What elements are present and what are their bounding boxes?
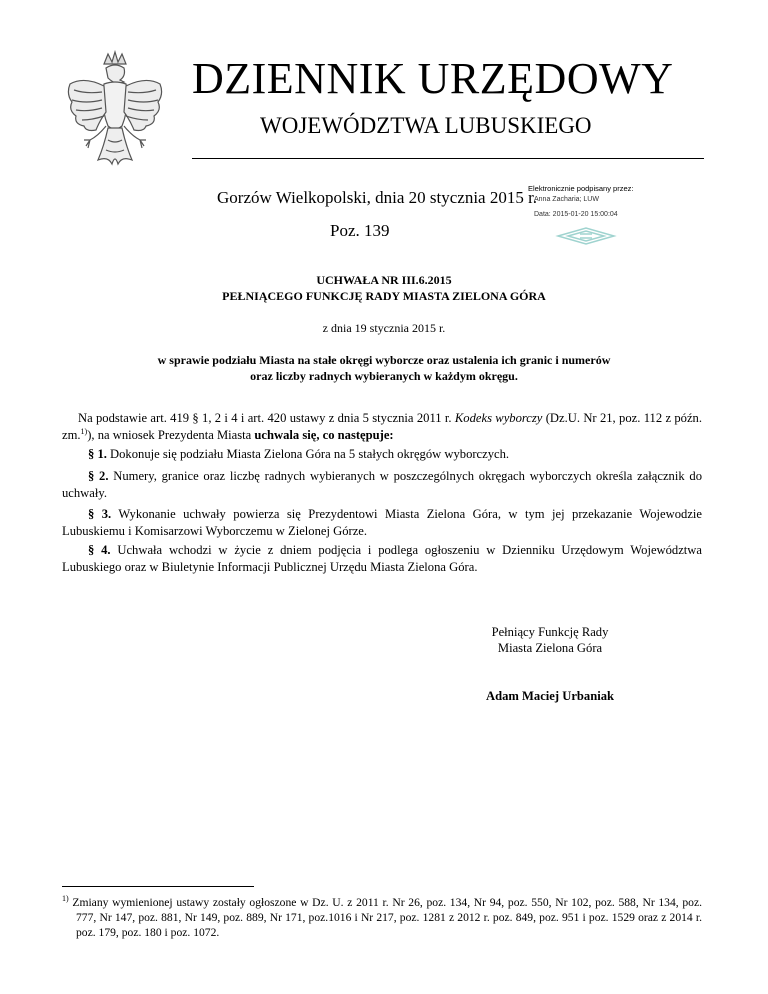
resolution-number: UCHWAŁA NR III.6.2015 (316, 273, 452, 287)
signature-date: Data: 2015-01-20 15:00:04 (534, 211, 618, 218)
journal-subtitle: WOJEWÓDZTWA LUBUSKIEGO (260, 113, 592, 138)
legal-basis-citation: (Dz.U. Nr 21, poz. 112 z późn. zm. (62, 411, 702, 442)
resolution-subject (60, 352, 708, 384)
subject-line-1: w sprawie podziału Miasta na stałe okręgi wyborcze oraz ustalenia ich granic i numerów (157, 353, 611, 367)
header-divider (192, 158, 704, 159)
footnote-text: Zmiany wymienionej ustawy zostały ogłoszone w Dz. U. z 2011 r. Nr 26, poz. 134, Nr 94, poz. 550, Nr 102, poz. 588, Nr 134, poz. 777, Nr 147, poz. 881, Nr 149, poz. 889, Nr 171, poz.1016 i Nr 217, poz. 1281 z 2012 r. poz. 849, poz. 951 i poz. 1529 oraz z 2014 r. poz. 179, poz. 180 i poz. 1072. (68, 896, 702, 939)
section-1-label: § 1. (88, 447, 107, 461)
eagle-emblem-icon (62, 50, 168, 172)
section-2 (62, 468, 702, 501)
section-3-text: Wykonanie uchwały powierza się Prezydentowi Miasta Zielona Góra, w tym jej przekazanie Wojewodzie Lubuskiemu i Komisarzowi Wyborczemu w Zielonej Górze. (62, 507, 702, 538)
resolution-date: z dnia 19 stycznia 2015 r. (322, 321, 446, 335)
section-3-label: § 3. (88, 507, 112, 521)
enactment-clause: uchwala się, co następuje: (254, 427, 394, 442)
electronic-signature-stamp (528, 184, 718, 220)
footnote (62, 895, 702, 940)
resolution-issuer: PEŁNIĄCEGO FUNKCJĘ RADY MIASTA ZIELONA GÓRA (222, 289, 546, 303)
legal-basis-text: Na podstawie art. 419 § 1, 2 i 4 i art. 420 ustawy z dnia 5 stycznia 2011 r. (78, 411, 455, 425)
section-3 (62, 506, 702, 539)
signature-seal-icon (554, 226, 618, 246)
subject-line-2: oraz liczby radnych wybieranych w każdym okręgu. (250, 369, 518, 383)
journal-title: DZIENNIK URZĘDOWY (192, 54, 674, 103)
position-number: Poz. 139 (330, 221, 390, 240)
section-4 (62, 542, 702, 575)
section-2-text: Numery, granice oraz liczbę radnych wybieranych w poszczególnych okręgach wyborczych określa załącznik do uchwały. (62, 469, 702, 500)
footnote-marker: 1) (62, 894, 69, 904)
section-4-label: § 4. (88, 543, 111, 557)
legal-basis-paragraph (62, 410, 702, 443)
resolution-title (60, 272, 708, 304)
footnote-reference: 1) (80, 426, 88, 436)
section-4-text: Uchwała wchodzi w życie z dniem podjęcia i podlega ogłoszeniu w Dzienniku Urzędowym Województwa Lubuskiego oraz w Biuletynie Informacji Publicznej Urzędu Miasta Zielona Góra. (62, 543, 702, 574)
legal-basis-continuation: ), na wniosek Prezydenta Miasta (87, 427, 255, 442)
section-1 (62, 446, 702, 463)
section-2-label: § 2. (88, 469, 109, 483)
code-name: Kodeks wyborczy (454, 411, 543, 425)
signer-name: Adam Maciej Urbaniak (485, 689, 615, 703)
signature-label: Elektronicznie podpisany przez: (528, 184, 634, 193)
section-1-text: Dokonuje się podziału Miasta Zielona Góra na 5 stałych okręgów wyborczych. (106, 447, 510, 461)
publication-place-date: Gorzów Wielkopolski, dnia 20 stycznia 2015 r. (217, 188, 538, 207)
signature-signer: Anna Zacharia; LUW (534, 196, 599, 203)
signer-role (440, 624, 660, 656)
footnote-divider (62, 886, 254, 887)
signer-role-line-2: Miasta Zielona Góra (497, 641, 603, 655)
signer-role-line-1: Pełniący Funkcję Rady (491, 625, 609, 639)
